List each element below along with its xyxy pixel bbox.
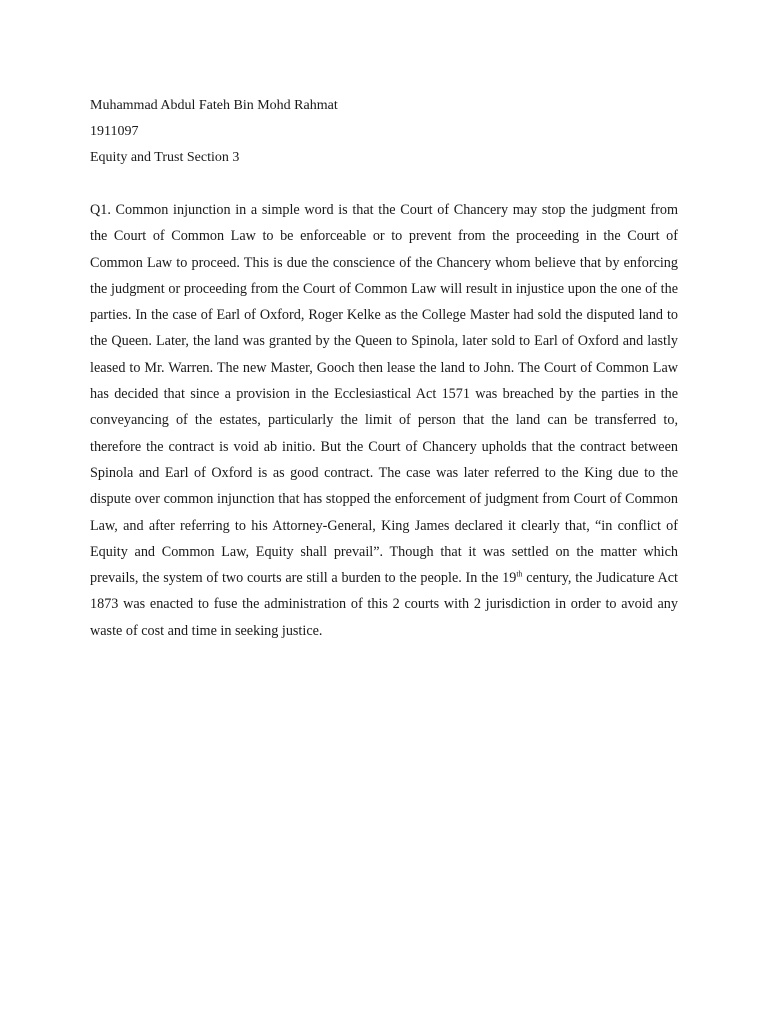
student-id: 1911097 [90,124,139,139]
author-name: Muhammad Abdul Fateh Bin Mohd Rahmat [90,98,338,113]
answer-text-part1: Q1. Common injunction in a simple word is that the Court of Chancery may stop the judgment from the Court of Common Law to be enforceable or to prevent from the proceeding in the Court of Common Law to proceed. This is due the conscience of the Chancery whom believe that by enforcing the judgment or proceeding from the Court of Common Law will result in injustice upon the one of the parties. In the case of Earl of Oxford, Roger Kelke as the College Master had sold the disputed land to the Queen. Later, the land was granted by the Queen to Spinola, later sold to Earl of Oxford and lastly leased to Mr. Warren. The new Master, Gooch then lease the land to John. The Court of Common Law has decided that since a provision in the Ecclesiastical Act 1571 was breached by the parties in the conveyancing of the estates, particularly the limit of person that the land can be transferred to, therefore the contract is void ab initio. But the Court of Chancery upholds that the contract between Spinola and Earl of Oxford is as good contract. The case was later referred to the King due to the dispute over common injunction that has stopped the enforcement of judgment from Court of Common Law, and after referring to his Attorney-General, King James declared it clearly that, “in conflict of Equity and Common Law, Equity shall prevail”. Though that it was settled on the matter which prevails, the system of two courts are still a burden to the people. In the 19 [90,202,678,587]
document-header [90,93,690,171]
ordinal-superscript: th [516,569,523,579]
answer-text-part2: century, the Judicature Act 1873 was enacted to fuse the administration of this 2 courts with 2 jurisdiction in order to avoid any waste of cost and time in seeking justice. [90,570,678,639]
course-section: Equity and Trust Section 3 [90,150,240,165]
answer-paragraph [90,197,678,644]
